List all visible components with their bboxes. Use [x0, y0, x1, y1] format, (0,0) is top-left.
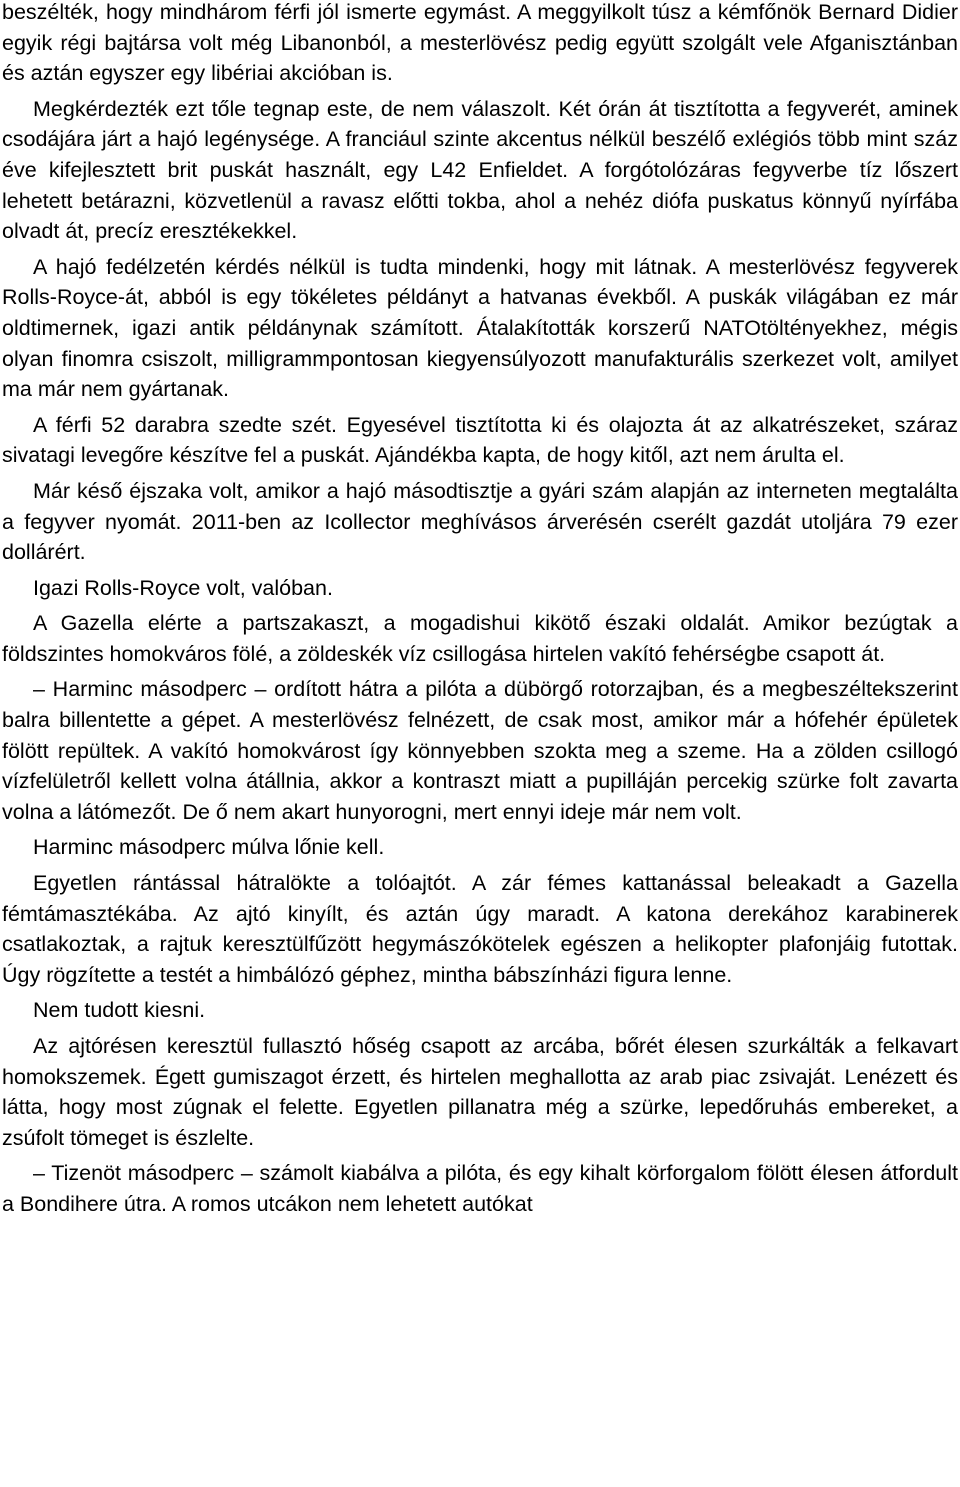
paragraph-6: Igazi Rolls-Royce volt, valóban.: [33, 575, 333, 600]
paragraph-4: A férfi 52 darabra szedte szét. Egyesével tisztította ki és olajozta át az alkatrészeket, száraz sivatagi levegőre készítve fel a puskát. Ajándékba kapta, de hogy kitől, azt nem árulta el.: [2, 412, 958, 468]
paragraph-13: – Tizenöt másodperc – számolt kiabálva a pilóta, és egy kihalt körforgalom fölött élesen átfordult a Bondihere útra. A romos utcákon nem lehetett autókat: [2, 1161, 958, 1216]
paragraph-9: Harminc másodperc múlva lőnie kell.: [33, 835, 385, 860]
paragraph-10: Egyetlen rántással hátralökte a tolóajtót. A zár fémes kattanással beleakadt a Gazella fémtámasztékába. Az ajtó kinyílt, és aztán úgy maradt. A katona derekához karabinerek csatlakoztak, a rajtuk keresztülfűzött hegymászókötelek egészen a helikopter plafonjáig futottak. Úgy rögzítette a testét a himbálózó géphez, mintha bábszínházi figura lenne.: [2, 871, 958, 987]
paragraph-7: A Gazella elérte a partszakaszt, a mogadishui kikötő északi oldalát. Amikor bezúgtak a földszintes homokváros fölé, a zöldeskék víz csillogása hirtelen vakító fehérségbe csapott át.: [2, 611, 958, 666]
paragraph-11: Nem tudott kiesni.: [33, 998, 206, 1023]
paragraph-3: A hajó fedélzetén kérdés nélkül is tudta mindenki, hogy mit látnak. A mesterlövész fegyverek Rolls-Royce-át, abból is egy tökéletes példányt a hatvanas évekből. A puskák világában ez már oldtimernek, igazi antik példánynak számított. Átalakították korszerű NATOtöltényekhez, mégis olyan finomra csiszolt, milligrammpontosan kiegyensúlyozott manufakturális szerkezet volt, amilyet ma már nem gyártanak.: [2, 254, 958, 402]
paragraph-8: – Harminc másodperc – ordított hátra a pilóta a dübörgő rotorzajban, és a megbeszéltekszerint balra billentette a gépet. A mesterlövész felnézett, de csak most, amikor már a hófehér épületek fölött repültek. A vakító homokvárost így könnyebben szokta meg a szeme. Ha a zölden csillogó vízfelületről kellett volna átállnia, akkor a kontraszt miatt a pupilláján percekig szürke folt zavarta volna a látómezőt. De ő nem akart hunyorogni, mert ennyi ideje már nem volt.: [2, 677, 958, 824]
paragraph-12: Az ajtórésen keresztül fullasztó hőség csapott az arcába, bőrét élesen szurkálták a felkavart homokszemek. Égett gumiszagot érzett, és hirtelen meghallotta az arab piac zsivaját. Lenézett és látta, hogy most zúgnak el felette. Egyetlen pillanatra még a szürke, lepedőruhás embereket, a zsúfolt tömeget is észlelte.: [2, 1034, 958, 1150]
paragraph-2: Megkérdezték ezt tőle tegnap este, de nem válaszolt. Két órán át tisztította a fegyverét, aminek csodájára járt a hajó legénysége. A franciául szinte akcentus nélkül beszélő exlégiós több mint száz éve kifejlesztett brit puskát használt, egy L42 Enfieldet. A forgótolózáras fegyverbe tíz lőszert lehetett betárazni, közvetlenül a ravasz előtti tokba, ahol a nehéz diófa puskatus könnyű nyírfába olvadt át, precíz eresztékekkel.: [2, 96, 958, 244]
paragraph-1: beszélték, hogy mindhárom férfi jól ismerte egymást. A meggyilkolt túsz a kémfőnök Bernard Didier egyik régi bajtársa volt még Libanonból, a mesterlövész pedig együtt szolgált vele Afganisztánban és aztán egyszer egy libériai akcióban is.: [2, 0, 958, 86]
page-text: [2, 0, 958, 1225]
paragraph-5: Már késő éjszaka volt, amikor a hajó másodtisztje a gyári szám alapján az interneten megtalálta a fegyver nyomát. 2011-ben az Icollector meghívásos árverésén cserélt gazdát utoljára 79 ezer dollárért.: [2, 478, 958, 565]
